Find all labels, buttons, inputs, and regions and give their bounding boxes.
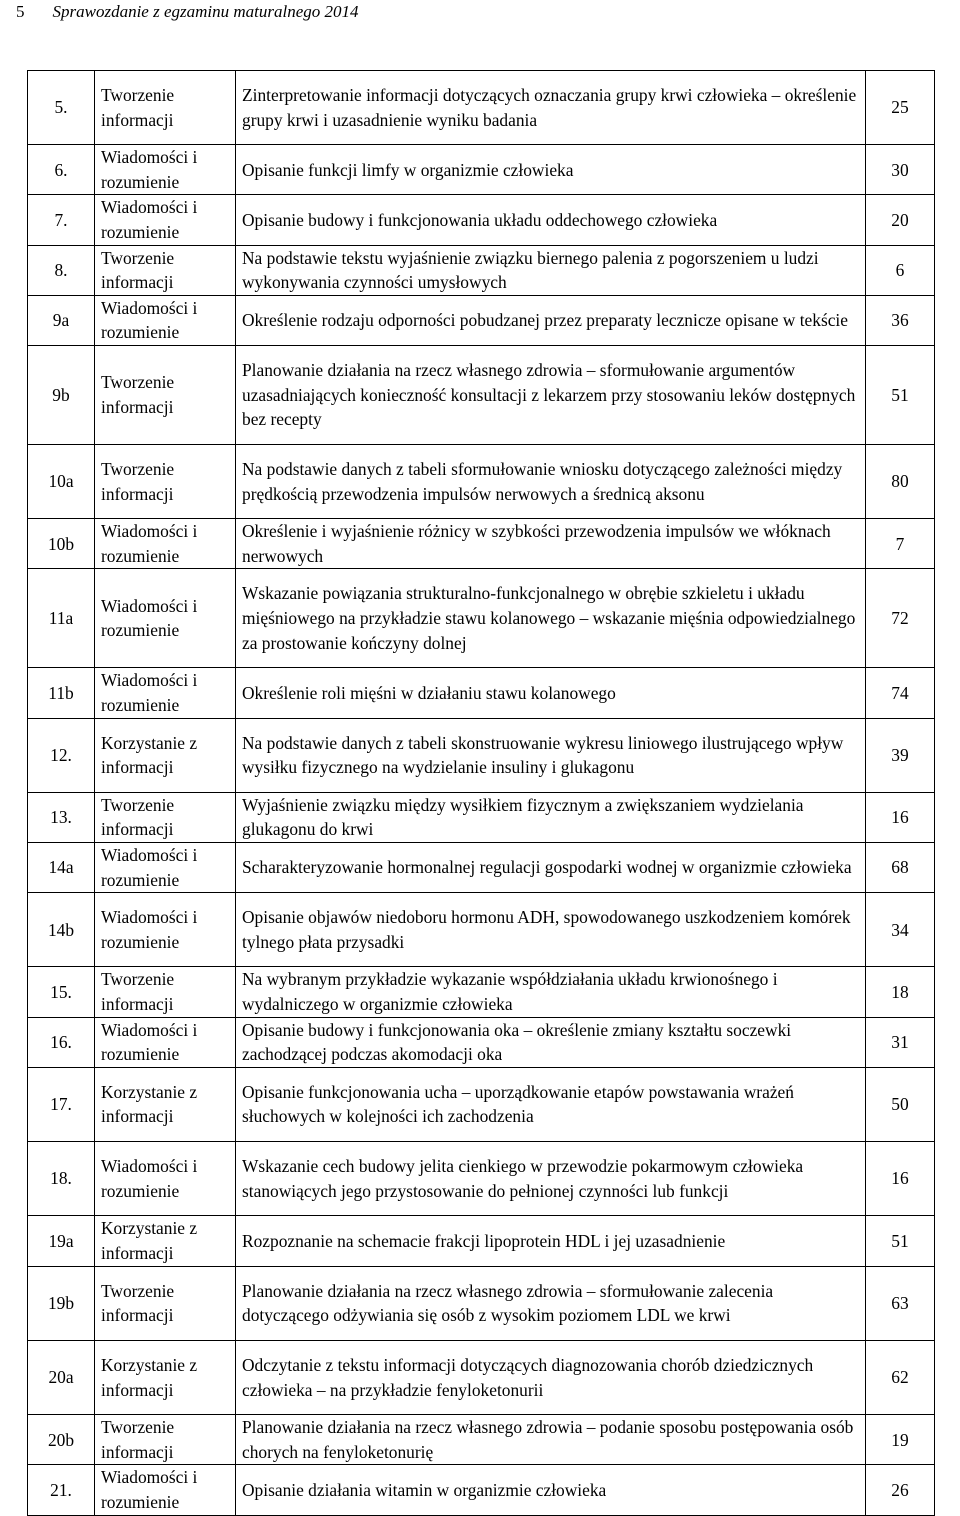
solvability-cell: 16 — [866, 1142, 935, 1216]
task-number-cell: 11a — [28, 569, 95, 668]
skill-area-cell: Wiadomości i rozumienie — [95, 1017, 236, 1067]
solvability-cell: 36 — [866, 295, 935, 345]
skill-area-cell: Tworzenie informacji — [95, 967, 236, 1017]
solvability-cell: 68 — [866, 842, 935, 892]
task-number-cell: 7. — [28, 195, 95, 245]
task-number-cell: 14a — [28, 842, 95, 892]
solvability-cell: 30 — [866, 145, 935, 195]
requirement-cell: Na wybranym przykładzie wykazanie współdziałania układu krwionośnego i wydalniczego w organizmie człowieka — [236, 967, 866, 1017]
solvability-cell: 51 — [866, 1216, 935, 1266]
solvability-cell: 50 — [866, 1067, 935, 1141]
requirement-cell: Określenie rodzaju odporności pobudzanej przez preparaty lecznicze opisane w tekście — [236, 295, 866, 345]
task-number-cell: 10a — [28, 444, 95, 518]
requirement-cell: Opisanie budowy i funkcjonowania oka – określenie zmiany kształtu soczewki zachodzącej podczas akomodacji oka — [236, 1017, 866, 1067]
task-number-cell: 13. — [28, 792, 95, 842]
solvability-cell: 18 — [866, 967, 935, 1017]
skill-area-cell: Wiadomości i rozumienie — [95, 569, 236, 668]
requirement-cell: Wskazanie cech budowy jelita cienkiego w przewodzie pokarmowym człowieka stanowiących jego przystosowanie do pełnionej czynności lub funkcji — [236, 1142, 866, 1216]
skill-area-cell: Wiadomości i rozumienie — [95, 519, 236, 569]
requirement-cell: Opisanie funkcji limfy w organizmie człowieka — [236, 145, 866, 195]
task-number-cell: 9b — [28, 346, 95, 445]
requirement-cell: Opisanie objawów niedoboru hormonu ADH, spowodowanego uszkodzeniem komórek tylnego płata przysadki — [236, 893, 866, 967]
requirement-cell: Na podstawie danych z tabeli skonstruowanie wykresu liniowego ilustrującego wpływ wysiłku fizycznego na wydzielanie insuliny i glukagonu — [236, 718, 866, 792]
table-row — [28, 1142, 935, 1216]
table-row — [28, 792, 935, 842]
skill-area-cell: Tworzenie informacji — [95, 444, 236, 518]
requirement-cell: Opisanie funkcjonowania ucha – uporządkowanie etapów powstawania wrażeń słuchowych w kolejności ich zachodzenia — [236, 1067, 866, 1141]
solvability-cell: 39 — [866, 718, 935, 792]
skill-area-cell: Tworzenie informacji — [95, 1266, 236, 1340]
skill-area-cell: Tworzenie informacji — [95, 792, 236, 842]
skill-area-cell: Wiadomości i rozumienie — [95, 295, 236, 345]
task-number-cell: 21. — [28, 1465, 95, 1515]
skill-area-cell: Korzystanie z informacji — [95, 1216, 236, 1266]
requirement-cell: Scharakteryzowanie hormonalnej regulacji gospodarki wodnej w organizmie człowieka — [236, 842, 866, 892]
table-row — [28, 967, 935, 1017]
table-row — [28, 1216, 935, 1266]
report-title: Sprawozdanie z egzaminu maturalnego 2014 — [52, 2, 359, 21]
requirement-cell: Planowanie działania na rzecz własnego zdrowia – podanie sposobu postępowania osób chorych na fenyloketonurię — [236, 1415, 866, 1465]
task-number-cell: 11b — [28, 668, 95, 718]
requirement-cell: Na podstawie tekstu wyjaśnienie związku biernego palenia z pogorszeniem u ludzi wykonywania czynności umysłowych — [236, 245, 866, 295]
task-number-cell: 15. — [28, 967, 95, 1017]
task-number-cell: 20b — [28, 1415, 95, 1465]
skill-area-cell: Tworzenie informacji — [95, 71, 236, 145]
page-number: 5 — [16, 2, 25, 21]
table-row — [28, 145, 935, 195]
solvability-cell: 34 — [866, 893, 935, 967]
table-row — [28, 1067, 935, 1141]
results-table — [27, 70, 935, 1516]
requirement-cell: Opisanie budowy i funkcjonowania układu oddechowego człowieka — [236, 195, 866, 245]
skill-area-cell: Wiadomości i rozumienie — [95, 145, 236, 195]
table-row — [28, 842, 935, 892]
table-row — [28, 295, 935, 345]
skill-area-cell: Wiadomości i rozumienie — [95, 195, 236, 245]
skill-area-cell: Wiadomości i rozumienie — [95, 1465, 236, 1515]
task-number-cell: 17. — [28, 1067, 95, 1141]
requirement-cell: Na podstawie danych z tabeli sformułowanie wniosku dotyczącego zależności między prędkością przewodzenia impulsów nerwowych a średnicą aksonu — [236, 444, 866, 518]
task-number-cell: 12. — [28, 718, 95, 792]
solvability-cell: 72 — [866, 569, 935, 668]
requirement-cell: Zinterpretowanie informacji dotyczących oznaczania grupy krwi człowieka – określenie grupy krwi i uzasadnienie wyniku badania — [236, 71, 866, 145]
table-row — [28, 1465, 935, 1515]
solvability-cell: 19 — [866, 1415, 935, 1465]
task-number-cell: 10b — [28, 519, 95, 569]
task-number-cell: 19b — [28, 1266, 95, 1340]
table-row — [28, 1017, 935, 1067]
skill-area-cell: Korzystanie z informacji — [95, 1067, 236, 1141]
requirement-cell: Planowanie działania na rzecz własnego zdrowia – sformułowanie zalecenia dotyczącego odżywiania się osób z wysokim poziomem LDL we krwi — [236, 1266, 866, 1340]
skill-area-cell: Korzystanie z informacji — [95, 718, 236, 792]
skill-area-cell: Tworzenie informacji — [95, 245, 236, 295]
table-row — [28, 195, 935, 245]
table-row — [28, 71, 935, 145]
table-row — [28, 569, 935, 668]
table-row — [28, 1266, 935, 1340]
requirement-cell: Określenie roli mięśni w działaniu stawu kolanowego — [236, 668, 866, 718]
solvability-cell: 31 — [866, 1017, 935, 1067]
skill-area-cell: Wiadomości i rozumienie — [95, 893, 236, 967]
requirement-cell: Określenie i wyjaśnienie różnicy w szybkości przewodzenia impulsów we włóknach nerwowych — [236, 519, 866, 569]
table-row — [28, 1340, 935, 1414]
requirement-cell: Opisanie działania witamin w organizmie człowieka — [236, 1465, 866, 1515]
task-number-cell: 6. — [28, 145, 95, 195]
table-row — [28, 245, 935, 295]
table-row — [28, 1415, 935, 1465]
table-row — [28, 346, 935, 445]
page-header — [16, 2, 359, 26]
solvability-cell: 20 — [866, 195, 935, 245]
task-number-cell: 8. — [28, 245, 95, 295]
solvability-cell: 6 — [866, 245, 935, 295]
table-row — [28, 668, 935, 718]
table-row — [28, 893, 935, 967]
table-row — [28, 444, 935, 518]
task-number-cell: 20a — [28, 1340, 95, 1414]
requirement-cell: Rozpoznanie na schemacie frakcji lipoprotein HDL i jej uzasadnienie — [236, 1216, 866, 1266]
skill-area-cell: Korzystanie z informacji — [95, 1340, 236, 1414]
solvability-cell: 80 — [866, 444, 935, 518]
table-row — [28, 519, 935, 569]
task-number-cell: 5. — [28, 71, 95, 145]
skill-area-cell: Tworzenie informacji — [95, 1415, 236, 1465]
task-number-cell: 9a — [28, 295, 95, 345]
solvability-cell: 7 — [866, 519, 935, 569]
requirement-cell: Wskazanie powiązania strukturalno-funkcjonalnego w obrębie szkieletu i układu mięśniowego na przykładzie stawu kolanowego – wskazanie mięśnia odpowiedzialnego za prostowanie kończyny dolnej — [236, 569, 866, 668]
task-number-cell: 16. — [28, 1017, 95, 1067]
requirement-cell: Wyjaśnienie związku między wysiłkiem fizycznym a zwiększaniem wydzielania glukagonu do krwi — [236, 792, 866, 842]
solvability-cell: 63 — [866, 1266, 935, 1340]
table-row — [28, 718, 935, 792]
task-number-cell: 18. — [28, 1142, 95, 1216]
solvability-cell: 62 — [866, 1340, 935, 1414]
skill-area-cell: Tworzenie informacji — [95, 346, 236, 445]
skill-area-cell: Wiadomości i rozumienie — [95, 1142, 236, 1216]
skill-area-cell: Wiadomości i rozumienie — [95, 668, 236, 718]
skill-area-cell: Wiadomości i rozumienie — [95, 842, 236, 892]
solvability-cell: 25 — [866, 71, 935, 145]
requirement-cell: Planowanie działania na rzecz własnego zdrowia – sformułowanie argumentów uzasadniających konieczność konsultacji z lekarzem przy stosowaniu leków dostępnych bez recepty — [236, 346, 866, 445]
solvability-cell: 26 — [866, 1465, 935, 1515]
task-number-cell: 14b — [28, 893, 95, 967]
results-table-body — [28, 71, 935, 1516]
solvability-cell: 74 — [866, 668, 935, 718]
task-number-cell: 19a — [28, 1216, 95, 1266]
solvability-cell: 51 — [866, 346, 935, 445]
solvability-cell: 16 — [866, 792, 935, 842]
requirement-cell: Odczytanie z tekstu informacji dotyczących diagnozowania chorób dziedzicznych człowieka – na przykładzie fenyloketonurii — [236, 1340, 866, 1414]
